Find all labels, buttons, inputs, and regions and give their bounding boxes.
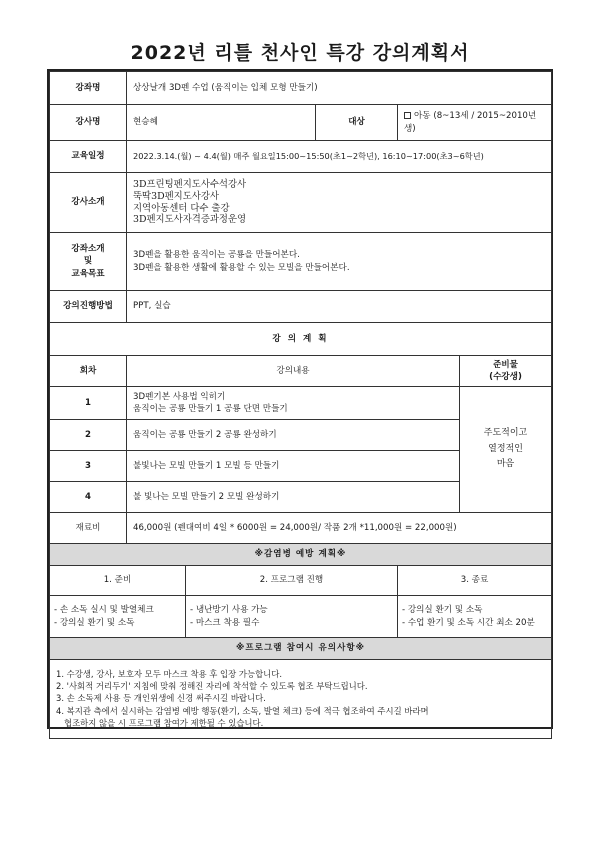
prevention-item: - 냉난방기 사용 가능 [190,605,268,616]
prevention-title-row [50,544,552,566]
plan-title-row [50,323,552,356]
intro-line: 뚝딱3D펜지도사강사 [133,190,219,202]
page-title: 2022년 리틀 천사인 특강 강의계획서 [130,42,470,64]
prevention-items-row [50,596,552,638]
intro-line: 3D프린팅펜지도사수석강사 [133,179,247,190]
fee-value: 46,000원 (펜대여비 4일 * 6000원 = 24,000원/ 작품 2개 *11,000원 = 22,000원) [127,513,552,544]
plan-title: 강 의 계 획 [50,323,552,356]
goal-label [50,233,127,291]
note-line: 협조하지 않을 시 프로그램 참여가 제한될 수 있습니다. [56,717,264,728]
prevention-steps-row [50,566,552,596]
course-label: 강좌명 [50,72,127,105]
intro-line: 지역아동센터 다수 출강 [133,202,230,214]
prevention-items [398,596,552,638]
session-content: 불빛나는 모빌 만들기 1 모빌 등 만들기 [127,451,460,482]
plan-table [49,71,552,739]
session-content: 불 빛나는 모빌 만들기 2 모빌 완성하기 [127,482,460,513]
supplies-value [460,387,552,513]
method-row [50,291,552,323]
prevention-title: ※감염병 예방 계획※ [50,544,552,566]
notes-body [50,660,552,739]
method-value: PPT, 실습 [127,291,552,323]
schedule-label: 교육일정 [50,141,127,173]
instructor-value: 현승혜 [127,105,316,141]
supplies-header [460,356,552,387]
session-row [50,387,552,420]
session-number: 3 [50,451,127,482]
notes-title: ※프로그램 참여시 유의사항※ [50,638,552,660]
session-header: 회차 [50,356,127,387]
session-number: 2 [50,420,127,451]
instructor-row [50,105,552,141]
instructor-label: 강사명 [50,105,127,141]
intro-value [127,173,552,233]
schedule-row [50,141,552,173]
goal-label-line: 교육목표 [71,268,105,279]
target-cell [398,105,552,141]
plan-header-row [50,356,552,387]
intro-line: 3D펜지도사자격증과정운영 [133,214,247,226]
prevention-step: 3. 종료 [398,566,552,596]
notes-row [50,660,552,739]
method-label: 강의진행방법 [50,291,127,323]
course-value: 상상날개 3D펜 수업 (움직이는 입체 모형 만들기) [127,72,552,105]
target-label: 대상 [316,105,398,141]
prevention-item: - 강의실 환기 및 소독 [54,617,135,628]
intro-label: 강사소개 [50,173,127,233]
session-content [127,387,460,420]
prevention-items [50,596,186,638]
supplies-header-line: (수강생) [489,372,522,382]
content-header: 강의내용 [127,356,460,387]
session-number: 4 [50,482,127,513]
prevention-items [186,596,398,638]
note-line: 1. 수강생, 강사, 보호자 모두 마스크 착용 후 입장 가능합니다. [56,669,283,680]
intro-row [50,173,552,233]
course-row [50,72,552,105]
checkbox-icon [404,112,411,119]
session-number: 1 [50,387,127,420]
fee-row [50,513,552,544]
goal-row [50,233,552,291]
session-content-line: 3D펜기본 사용법 익히기 [133,391,226,402]
prevention-item: - 수업 환기 및 소독 시간 최소 20분 [402,617,535,628]
supplies-header-line: 준비물 [493,359,518,370]
prevention-item: - 강의실 환기 및 소독 [402,605,483,616]
supplies-line: 주도적이고 [483,427,528,438]
supplies-line: 열정적인 [488,443,523,454]
notes-title-row [50,638,552,660]
target-value: 아동 (8~13세 / 2015~2010년생) [404,111,537,134]
goal-value [127,233,552,291]
note-line: 3. 손 소독제 사용 등 개인위생에 신경 써주시길 바랍니다. [56,693,266,704]
session-content-line: 움직이는 공룡 만들기 1 공룡 단면 만들기 [133,404,288,414]
session-content: 움직이는 공룡 만들기 2 공룡 완성하기 [127,420,460,451]
goal-line: 3D펜을 활용한 움직이는 공룡을 만들어본다. [133,250,300,261]
note-line: 4. 복지관 측에서 실시하는 감염병 예방 행동(환기, 소독, 발열 체크) 등에 적극 협조하여 주시길 바라며 [56,705,429,716]
schedule-value: 2022.3.14.(월) ~ 4.4(월) 매주 월요일15:00~15:50(초1~2학년), 16:10~17:00(초3~6학년) [127,141,552,173]
fee-label: 재료비 [50,513,127,544]
note-line: 2. '사회적 거리두기' 지침에 맞춰 정해진 자리에 착석할 수 있도록 협조 부탁드립니다. [56,681,368,692]
goal-label-line: 및 [83,256,93,267]
prevention-step: 1. 준비 [50,566,186,596]
plan-document [47,69,553,729]
prevention-step: 2. 프로그램 진행 [186,566,398,596]
prevention-item: - 손 소독 실시 및 발열체크 [54,605,154,616]
prevention-item: - 마스크 착용 필수 [190,617,260,628]
goal-line: 3D펜을 활용한 생활에 활용할 수 있는 모빌을 만들어본다. [133,262,350,273]
supplies-line: 마음 [496,459,515,470]
goal-label-line: 강좌소개 [71,243,105,254]
